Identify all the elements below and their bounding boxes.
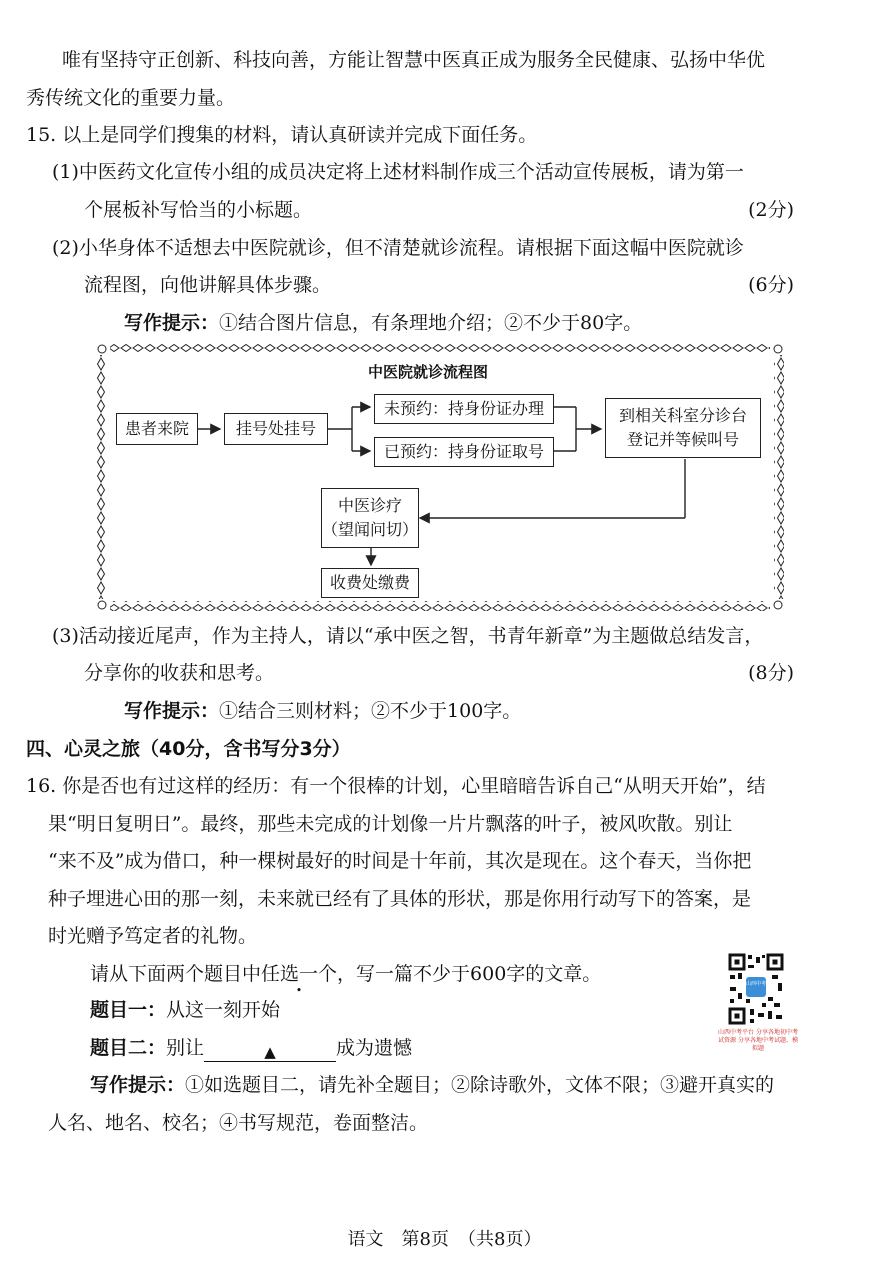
flow-box-register: 挂号处挂号 <box>224 413 328 445</box>
q15-p2-line1: (2)小华身体不适想去中医院就诊，但不清楚就诊流程。请根据下面这幅中医院就诊 <box>52 237 744 259</box>
q16-line3: “来不及”成为借口，种一棵树最好的时间是十年前，其次是现在。这个春天，当你把 <box>48 850 752 872</box>
q16-topic-1-text: 从这一刻开始 <box>166 999 281 1021</box>
page-footer: 语文 第8页 （共8页） <box>347 1229 542 1250</box>
q15-stem: 15. 以上是同学们搜集的材料，请认真研读并完成下面任务。 <box>26 124 538 146</box>
qr-badge: 山西中考 <box>746 981 767 987</box>
q15-p3-line1: (3)活动接近尾声，作为主持人，请以“承中医之智，书青年新章”为主题做总结发言， <box>52 625 764 647</box>
q16-topic-2-label: 题目二： <box>90 1037 167 1059</box>
q16-tip-text-1: ①如选题目二，请先补全题目；②除诗歌外，文体不限；③避开真实的 <box>185 1074 775 1096</box>
q16-topic-1 <box>90 996 280 1024</box>
q16-topic-2-blank <box>204 1037 336 1062</box>
triangle-icon: ▲ <box>264 1043 276 1061</box>
q16-line2: 果“明日复明日”。最终，那些未完成的计划像一片片飘落的叶子，被风吹散。别让 <box>48 813 733 835</box>
flow-box-no-appointment: 未预约：持身份证办理 <box>374 394 554 424</box>
flow-box-appointment: 已预约：持身份证取号 <box>374 437 554 467</box>
qr-code-graphic <box>728 953 784 1025</box>
flowchart-frame <box>96 343 784 611</box>
q16-line5: 时光赠予笃定者的礼物。 <box>48 925 258 947</box>
qr-caption: 山西中考平台 分享各地初中考试资源 分享各地中考试题、模拟题 <box>718 1029 798 1052</box>
q16-line1: 16. 你是否也有过这样的经历：有一个很棒的计划，心里暗暗告诉自己“从明天开始”，结 <box>26 775 766 797</box>
q15-p1-score: (2分) <box>748 199 794 221</box>
flow-triage-line1: 到相关科室分诊台 <box>618 406 747 425</box>
q16-tip-line1 <box>90 1071 774 1099</box>
q15-p3-score: (8分) <box>748 662 794 684</box>
q16-topic-2-pre: 别让 <box>166 1037 205 1059</box>
flow-box-payment: 收费处缴费 <box>321 568 419 598</box>
q15-p2-tip-label: 写作提示： <box>124 312 220 334</box>
qr-code[interactable] <box>728 953 784 1027</box>
q15-p2-tip <box>124 309 642 337</box>
q15-p3-tip-label: 写作提示： <box>124 700 220 722</box>
q15-p2-score: (6分) <box>748 274 794 296</box>
q15-p3-line2: 分享你的收获和思考。 <box>84 662 275 684</box>
q16-instr-post: ，写一篇不少于600字的文章。 <box>337 963 602 985</box>
flow-box-arrive: 患者来院 <box>116 413 198 445</box>
q16-topic-2-post: 成为遗憾 <box>336 1037 413 1059</box>
material-line-1: 唯有坚持守正创新、科技向善，方能让智慧中医真正成为服务全民健康、弘扬中华优 <box>62 49 766 71</box>
flow-triage-line2: 登记并等候叫号 <box>626 430 739 449</box>
q15-p3-line2-row <box>84 659 794 687</box>
q16-instr-emphasis: 任选一个 <box>261 963 338 985</box>
q16-tip-label: 写作提示： <box>90 1074 186 1096</box>
q16-topic-1-label: 题目一： <box>90 999 167 1021</box>
q15-p3-tip <box>124 697 521 725</box>
flow-diagnosis-line2: （望闻问切） <box>322 520 419 539</box>
q15-p1-line2: 个展板补写恰当的小标题。 <box>84 199 313 221</box>
material-line-2: 秀传统文化的重要力量。 <box>26 87 236 109</box>
q15-p1-line2-row <box>84 196 794 224</box>
q16-line4: 种子埋进心田的那一刻，未来就已经有了具体的形状，那是你用行动写下的答案，是 <box>48 888 752 910</box>
q15-p2-tip-text: ①结合图片信息，有条理地介绍；②不少于80字。 <box>219 312 643 334</box>
q15-p1-line1: (1)中医药文化宣传小组的成员决定将上述材料制作成三个活动宣传展板，请为第一 <box>52 161 744 183</box>
q15-p3-tip-text: ①结合三则材料；②不少于100字。 <box>219 700 522 722</box>
q16-instr-pre: 请从下面两个题目中 <box>90 963 262 985</box>
flow-box-triage <box>605 398 761 458</box>
flow-box-diagnosis <box>321 488 419 548</box>
q15-p2-line2: 流程图，向他讲解具体步骤。 <box>84 274 332 296</box>
q16-tip-line2: 人名、地名、校名；④书写规范，卷面整洁。 <box>48 1112 429 1134</box>
q16-instruction <box>90 960 601 988</box>
flowchart-title: 中医院就诊流程图 <box>368 363 489 381</box>
q16-topic-2 <box>90 1034 412 1062</box>
q15-p2-line2-row <box>84 271 794 299</box>
flow-diagnosis-line1: 中医诊疗 <box>337 496 402 515</box>
section-4-heading: 四、心灵之旅（40分，含书写分3分） <box>26 738 351 760</box>
flowchart <box>96 343 784 611</box>
